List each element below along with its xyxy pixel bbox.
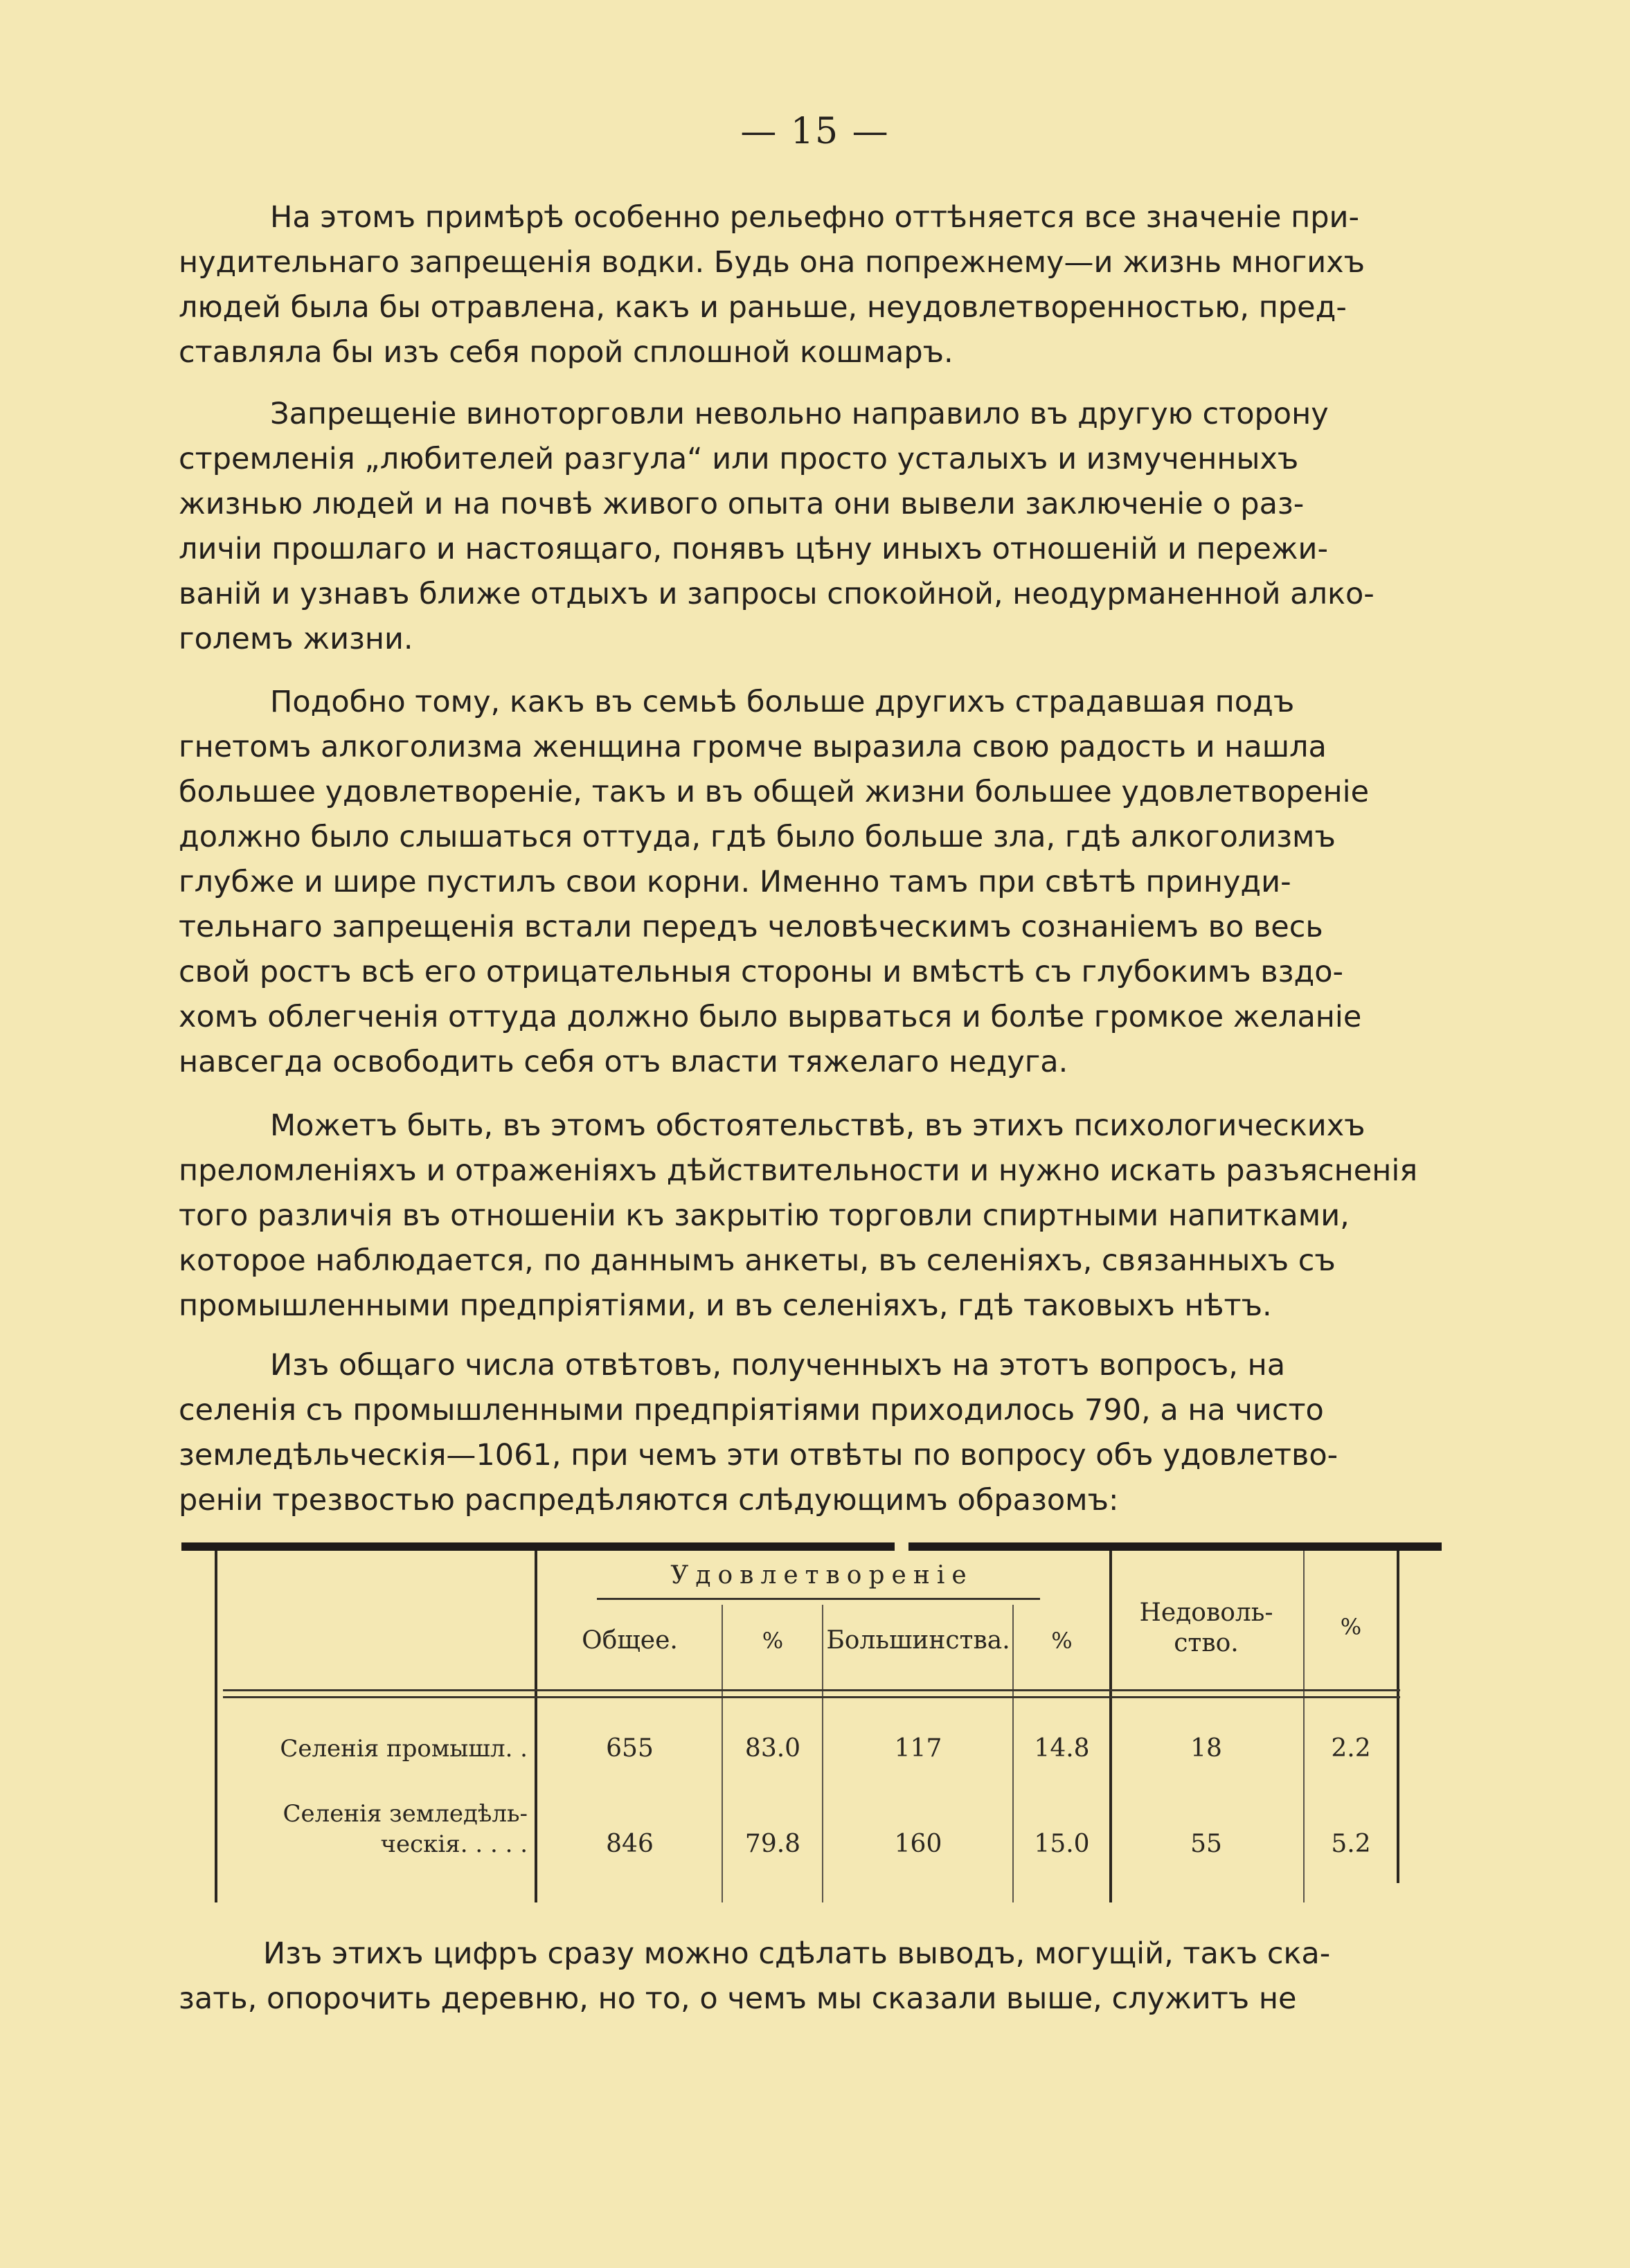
paragraph-5 bbox=[179, 1343, 1446, 1523]
cell-majority: 117 bbox=[894, 1734, 942, 1763]
text-line: ваній и узнавъ ближе отдыхъ и запросы спокойной, неодурманенной алко- bbox=[179, 577, 1374, 611]
text-line: глубже и шире пустилъ свои корни. Именно тамъ при свѣтѣ принуди- bbox=[179, 865, 1291, 899]
text-line: Изъ общаго числа отвѣтовъ, полученныхъ на этотъ вопросъ, на bbox=[270, 1348, 1286, 1383]
paragraph-2 bbox=[179, 392, 1446, 662]
col-majority-header: Большинства. bbox=[826, 1626, 1010, 1655]
text-line: хомъ облегченія оттуда должно было вырваться и болѣе громкое желаніе bbox=[179, 1000, 1362, 1034]
row-label: Селенія промышл. . bbox=[280, 1735, 528, 1763]
row-label-continued: ческія. . . . . bbox=[380, 1830, 528, 1858]
col-total-header: Общее. bbox=[582, 1626, 678, 1655]
text-line: стремленія „любителей разгула“ или просто усталыхъ и измученныхъ bbox=[179, 442, 1299, 476]
table-top-rule bbox=[181, 1542, 895, 1551]
row-label: Селенія земледѣль- bbox=[283, 1800, 528, 1828]
cell-pct2: 15.0 bbox=[1034, 1830, 1090, 1858]
text-line: личіи прошлаго и настоящаго, понявъ цѣну иныхъ отношеній и пережи- bbox=[179, 532, 1328, 566]
table-divider bbox=[1109, 1551, 1112, 1902]
cell-pct3: 2.2 bbox=[1331, 1734, 1371, 1763]
table-divider bbox=[722, 1605, 723, 1902]
header-rule bbox=[223, 1689, 1400, 1691]
cell-pct3: 5.2 bbox=[1331, 1830, 1371, 1858]
text-line: которое наблюдается, по даннымъ анкеты, въ селеніяхъ, связанныхъ съ bbox=[179, 1243, 1336, 1278]
table-border-right bbox=[1397, 1551, 1399, 1883]
col-pct-header: % bbox=[762, 1628, 784, 1654]
text-line: свой ростъ всѣ его отрицательныя стороны и вмѣстѣ съ глубокимъ вздо- bbox=[179, 955, 1344, 989]
text-line: зать, опорочить деревню, но то, о чемъ мы сказали выше, служитъ не bbox=[179, 1981, 1297, 2016]
text-line: навсегда освободить себя отъ власти тяжелаго недуга. bbox=[179, 1045, 1068, 1079]
text-line: Подобно тому, какъ въ семьѣ больше другихъ страдавшая подъ bbox=[270, 685, 1295, 719]
table-divider bbox=[1303, 1551, 1305, 1902]
col-pct2-header: % bbox=[1051, 1628, 1073, 1654]
group-header-underline bbox=[597, 1598, 1040, 1600]
cell-pct: 83.0 bbox=[744, 1734, 801, 1763]
text-line: большее удовлетвореніе, такъ и въ общей жизни большее удовлетвореніе bbox=[179, 775, 1370, 809]
cell-pct: 79.8 bbox=[744, 1830, 801, 1858]
paragraph-6 bbox=[179, 1932, 1446, 2022]
cell-total: 846 bbox=[606, 1830, 654, 1858]
col-pct3-header: % bbox=[1340, 1614, 1362, 1640]
cell-dissatisfied: 55 bbox=[1190, 1830, 1222, 1858]
text-line: реніи трезвостью распредѣляются слѣдующимъ образомъ: bbox=[179, 1483, 1119, 1518]
paragraph-3 bbox=[179, 680, 1446, 1085]
table-divider bbox=[535, 1551, 537, 1902]
col-dissatisfied-header: Недоволь-ство. bbox=[1139, 1599, 1273, 1657]
text-line: големъ жизни. bbox=[179, 622, 413, 656]
cell-total: 655 bbox=[606, 1734, 654, 1763]
text-line: людей была бы отравлена, какъ и раньше, неудовлетворенностью, пред- bbox=[179, 290, 1347, 325]
header-rule bbox=[223, 1696, 1400, 1698]
table-divider bbox=[822, 1605, 823, 1902]
statistics-table bbox=[181, 1542, 1442, 1902]
paragraph-1 bbox=[179, 195, 1446, 375]
paragraph-4 bbox=[179, 1104, 1446, 1329]
group-header-satisfaction: Удовлетвореніе bbox=[670, 1561, 974, 1590]
table-border-left bbox=[215, 1551, 217, 1902]
text-line: преломленіяхъ и отраженіяхъ дѣйствительности и нужно искать разъясненія bbox=[179, 1153, 1418, 1188]
cell-dissatisfied: 18 bbox=[1190, 1734, 1222, 1763]
cell-pct2: 14.8 bbox=[1034, 1734, 1090, 1763]
text-line: Можетъ быть, въ этомъ обстоятельствѣ, въ этихъ психологическихъ bbox=[270, 1108, 1365, 1143]
text-line: Изъ этихъ цифръ сразу можно сдѣлать выводъ, могущій, такъ ска- bbox=[263, 1936, 1331, 1971]
table-divider bbox=[1012, 1605, 1014, 1902]
text-line: промышленными предпріятіями, и въ селеніяхъ, гдѣ таковыхъ нѣтъ. bbox=[179, 1288, 1272, 1323]
table-top-rule bbox=[908, 1542, 1442, 1551]
text-line: гнетомъ алкоголизма женщина громче выразила свою радость и нашла bbox=[179, 730, 1327, 764]
text-line: нудительнаго запрещенія водки. Будь она попрежнему—и жизнь многихъ bbox=[179, 245, 1365, 280]
cell-majority: 160 bbox=[894, 1830, 942, 1858]
text-line: должно было слышаться оттуда, гдѣ было больше зла, гдѣ алкоголизмъ bbox=[179, 820, 1336, 854]
text-line: селенія съ промышленными предпріятіями приходилось 790, а на чисто bbox=[179, 1393, 1324, 1428]
text-line: ставляла бы изъ себя порой сплошной кошмаръ. bbox=[179, 335, 953, 370]
text-line: жизнью людей и на почвѣ живого опыта они вывели заключеніе о раз- bbox=[179, 487, 1305, 521]
text-line: Запрещеніе виноторговли невольно направило въ другую сторону bbox=[270, 397, 1329, 431]
text-line: тельнаго запрещенія встали передъ человѣческимъ сознаніемъ во весь bbox=[179, 910, 1323, 944]
text-line: того различія въ отношеніи къ закрытію торговли спиртными напитками, bbox=[179, 1198, 1350, 1233]
text-line: На этомъ примѣрѣ особенно рельефно оттѣняется все значеніе при- bbox=[270, 200, 1359, 235]
text-line: земледѣльческія—1061, при чемъ эти отвѣты по вопросу объ удовлетво- bbox=[179, 1438, 1338, 1473]
page-number: — 15 — bbox=[740, 111, 890, 152]
